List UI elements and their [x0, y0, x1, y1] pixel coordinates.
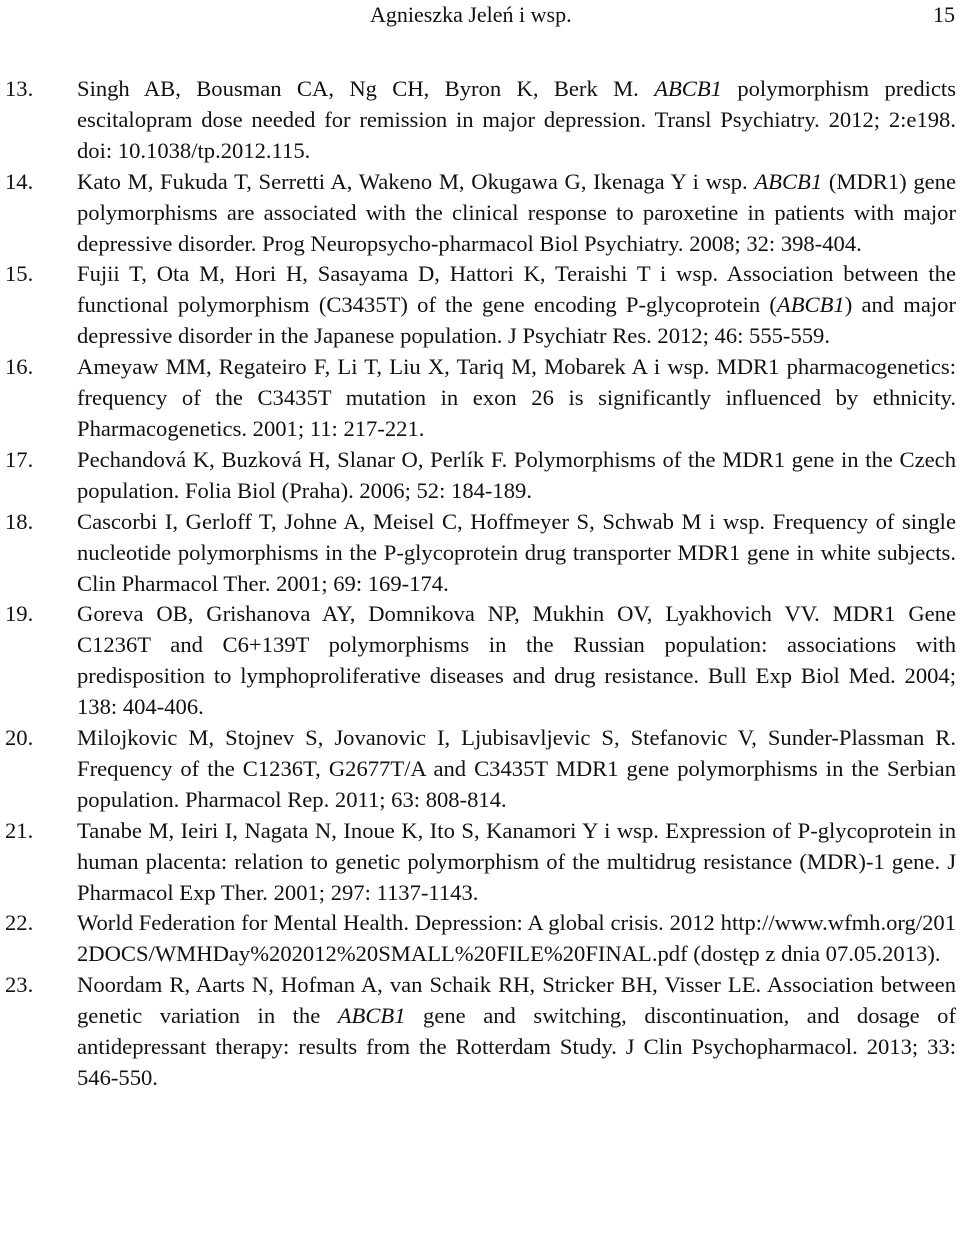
reference-text	[77, 259, 956, 352]
reference-text-segment: Tanabe M, Ieiri I, Nagata N, Inoue K, Ito S, Kanamori Y i wsp. Expression of P-glycoprotein in human placenta: relation to genetic polymorphism of the multidrug resistance (MDR)-1 gene. J Pharmacol Exp Ther. 2001; 297: 1137-1143.	[77, 817, 956, 905]
reference-number: 17.	[5, 446, 34, 472]
reference-text-segment: Singh AB, Bousman CA, Ng CH, Byron K, Berk M.	[77, 76, 655, 101]
reference-number: 18.	[5, 508, 34, 534]
reference-text-segment: Pechandová K, Buzková H, Slanar O, Perlík F. Polymorphisms of the MDR1 gene in the Czech population. Folia Biol (Praha). 2006; 52: 184-189.	[77, 446, 956, 503]
reference-number: 21.	[5, 817, 34, 843]
reference-item	[0, 445, 960, 507]
running-header-authors: Agnieszka Jeleń i wsp.	[370, 2, 572, 27]
reference-item	[0, 167, 960, 260]
reference-text-segment: World Federation for Mental Health. Depression: A global crisis. 2012 http://www.wfmh.org/2012DOCS/WMHDay%202012%20SMALL%20FILE%20FINAL.pdf (dostęp z dnia 07.05.2013).	[77, 910, 956, 967]
reference-item	[0, 908, 960, 970]
reference-item	[0, 507, 960, 600]
reference-text	[77, 352, 956, 445]
reference-number: 19.	[5, 601, 34, 627]
reference-text	[77, 74, 956, 167]
reference-text-segment: Milojkovic M, Stojnev S, Jovanovic I, Ljubisavljevic S, Stefanovic V, Sunder-Plassman R. Frequency of the C1236T, G2677T/A and C3435T MDR1 gene polymorphisms in the Serbian population. Pharmacol Rep. 2011; 63: 808-814.	[77, 725, 956, 812]
reference-number: 15.	[5, 261, 34, 287]
reference-text-segment: Cascorbi I, Gerloff T, Johne A, Meisel C, Hoffmeyer S, Schwab M i wsp. Frequency of single nucleotide polymorphisms in the P-glycoprotein drug transporter MDR1 gene in white subjects. Clin Pharmacol Ther. 2001; 69: 169-174.	[77, 508, 956, 596]
gene-name-italic: ABCB1	[337, 1003, 406, 1029]
reference-text-segment: Fujii T, Ota M, Hori H, Sasayama D, Hattori K, Teraishi T i wsp. Association between the functional polymorphism (C3435T) of the gene encoding P-glycoprotein (	[77, 261, 956, 318]
reference-text-segment: (MDR1) gene polymorphisms are associated with the clinical response to paroxetine in patients with major depressive disorder. Prog Neuropsycho-pharmacol Biol Psychiatry. 2008; 32: 398-404.	[77, 168, 956, 256]
reference-item	[0, 723, 960, 816]
reference-item	[0, 352, 960, 445]
reference-number: 23.	[5, 972, 34, 998]
running-header	[0, 0, 960, 40]
reference-text	[77, 908, 956, 970]
reference-item	[0, 259, 960, 352]
page-number: 15	[933, 2, 955, 27]
reference-text	[77, 167, 956, 260]
reference-number: 22.	[5, 910, 34, 936]
reference-text	[77, 816, 956, 909]
reference-text-segment: gene and switching, discontinuation, and dosage of antidepressant therapy: results from the Rotterdam Study. J Clin Psychopharmacol. 2013; 33: 546-550.	[77, 1003, 957, 1090]
reference-text-segment: polymorphism predicts escitalopram dose needed for remission in major depression. Transl Psychiatry. 2012; 2:e198. doi: 10.1038/tp.2012.115.	[77, 76, 956, 163]
reference-text-segment: Goreva OB, Grishanova AY, Domnikova NP, Mukhin OV, Lyakhovich VV. MDR1 Gene C1236T and C6+139T polymorphisms in the Russian population: associations with predisposition to lymphoproliferative diseases and drug resistance. Bull Exp Biol Med. 2004; 138: 404-406.	[77, 601, 956, 720]
reference-text	[77, 723, 956, 816]
reference-text	[77, 599, 956, 723]
reference-text-segment: Noordam R, Aarts N, Hofman A, van Schaik RH, Stricker BH, Visser LE. Association between genetic variation in the	[77, 972, 956, 1029]
gene-name-italic: ABCB1	[754, 168, 823, 194]
reference-text-segment: Ameyaw MM, Regateiro F, Li T, Liu X, Tariq M, Mobarek A i wsp. MDR1 pharmacogenetics: frequency of the C3435T mutation in exon 26 is significantly influenced by ethnicity. Pharmacogenetics. 2001; 11: 217-221.	[77, 354, 956, 441]
reference-text	[77, 445, 956, 507]
reference-item	[0, 816, 960, 909]
reference-number: 14.	[5, 168, 34, 194]
reference-item	[0, 74, 960, 167]
reference-item	[0, 599, 960, 723]
gene-name-italic: ABCB1	[654, 76, 722, 101]
reference-text	[77, 507, 956, 600]
gene-name-italic: ABCB1	[776, 292, 845, 318]
reference-number: 20.	[5, 725, 34, 751]
reference-list	[0, 74, 960, 1094]
reference-text-segment: Kato M, Fukuda T, Serretti A, Wakeno M, Okugawa G, Ikenaga Y i wsp.	[77, 168, 755, 194]
reference-item	[0, 970, 960, 1094]
reference-number: 16.	[5, 354, 34, 380]
reference-number: 13.	[5, 76, 34, 101]
reference-text	[77, 970, 956, 1094]
reference-text-segment: ) and major depressive disorder in the Japanese population. J Psychiatr Res. 2012; 46: 555-559.	[77, 292, 956, 349]
